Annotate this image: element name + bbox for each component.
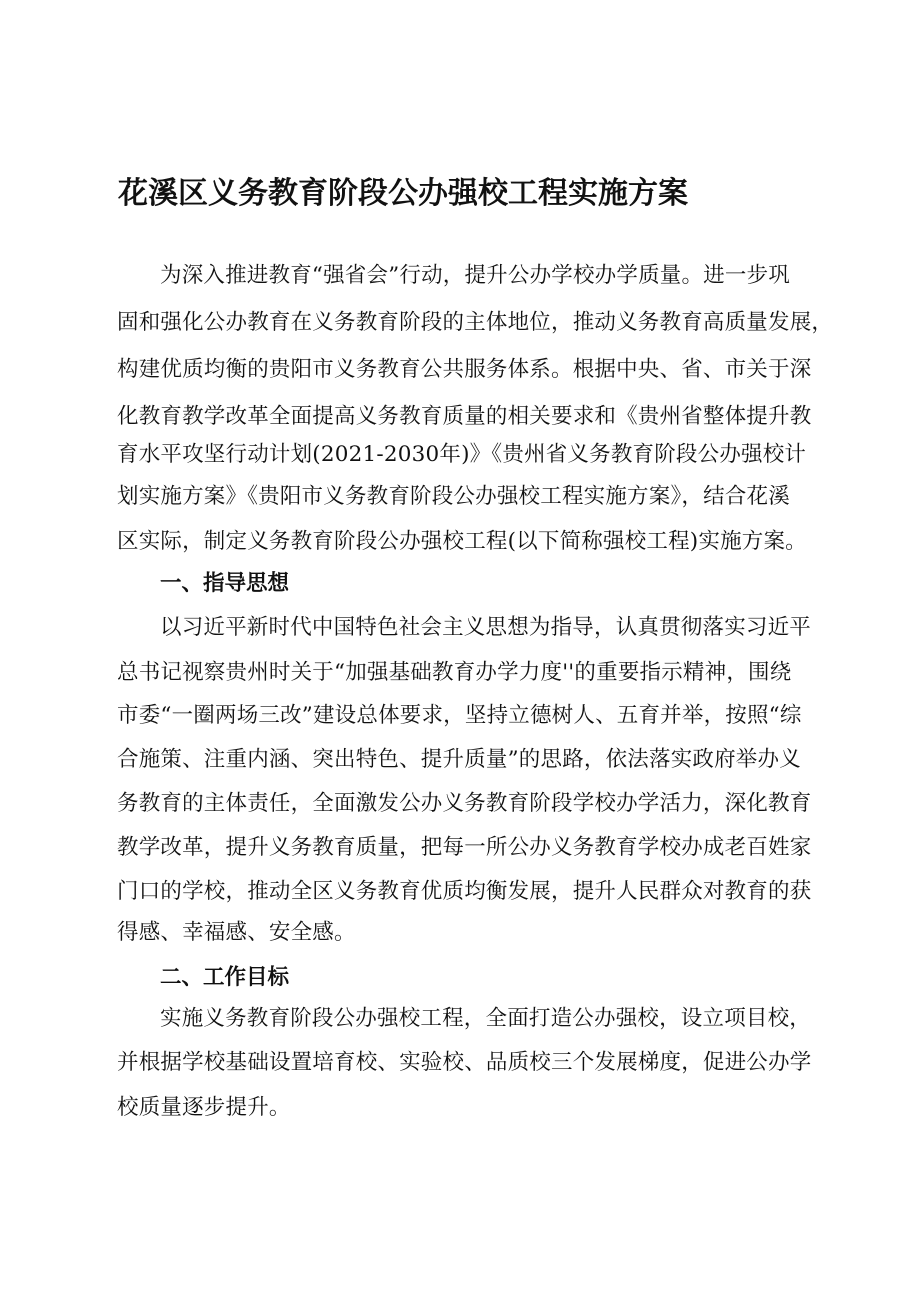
intro-line: 育水平攻坚行动计划(2021-2030年)》《贵州省义务教育阶段公办强校计 (117, 442, 807, 467)
section2-line: 并根据学校基础设置培育校、实验校、品质校三个发展梯度，促进公办学 (117, 1050, 812, 1075)
intro-line: 化教育教学改革全面提高义务教育质量的相关要求和《贵州省整体提升教 (117, 404, 812, 429)
section1-line: 门口的学校，推动全区义务教育优质均衡发展，提升人民群众对教育的获 (117, 879, 812, 904)
intro-line: 划实施方案》《贵阳市义务教育阶段公办强校工程实施方案》，结合花溪 (117, 484, 790, 509)
intro-line: 区实际，制定义务教育阶段公办强校工程(以下简称强校工程)实施方案。 (117, 529, 807, 554)
section1-line: 教学改革，提升义务教育质量，把每一所公办义务教育学校办成老百姓家 (117, 835, 812, 860)
intro-line: 构建优质均衡的贵阳市义务教育公共服务体系。根据中央、省、市关于深 (117, 357, 812, 382)
document-title: 花溪区义务教育阶段公办强校工程实施方案 (118, 176, 688, 211)
intro-line: 固和强化公办教育在义务教育阶段的主体地位，推动义务教育高质量发展， (117, 310, 834, 335)
section-heading-work-goals: 二、工作目标 (160, 965, 290, 990)
section1-line: 市委“一圈两场三改”建设总体要求，坚持立德树人、五育并举，按照“综 (117, 703, 802, 728)
section1-line: 务教育的主体责任，全面激发公办义务教育阶段学校办学活力，深化教育 (117, 791, 812, 816)
intro-line: 为深入推进教育“强省会”行动，提升公办学校办学质量。进一步巩 (160, 263, 790, 288)
section1-line: 总书记视察贵州时关于“加强基础教育办学力度''的重要指示精神，围绕 (117, 660, 792, 685)
section2-line: 校质量逐步提升。 (117, 1095, 291, 1120)
section1-line: 得感、幸福感、安全感。 (117, 920, 356, 945)
section1-line: 以习近平新时代中国特色社会主义思想为指导，认真贯彻落实习近平 (160, 615, 812, 640)
section2-line: 实施义务教育阶段公办强校工程，全面打造公办强校，设立项目校， (160, 1006, 812, 1031)
section1-line: 合施策、注重内涵、突出特色、提升质量”的思路，依法落实政府举办义 (117, 747, 801, 772)
section-heading-guiding-ideology: 一、指导思想 (160, 571, 290, 596)
